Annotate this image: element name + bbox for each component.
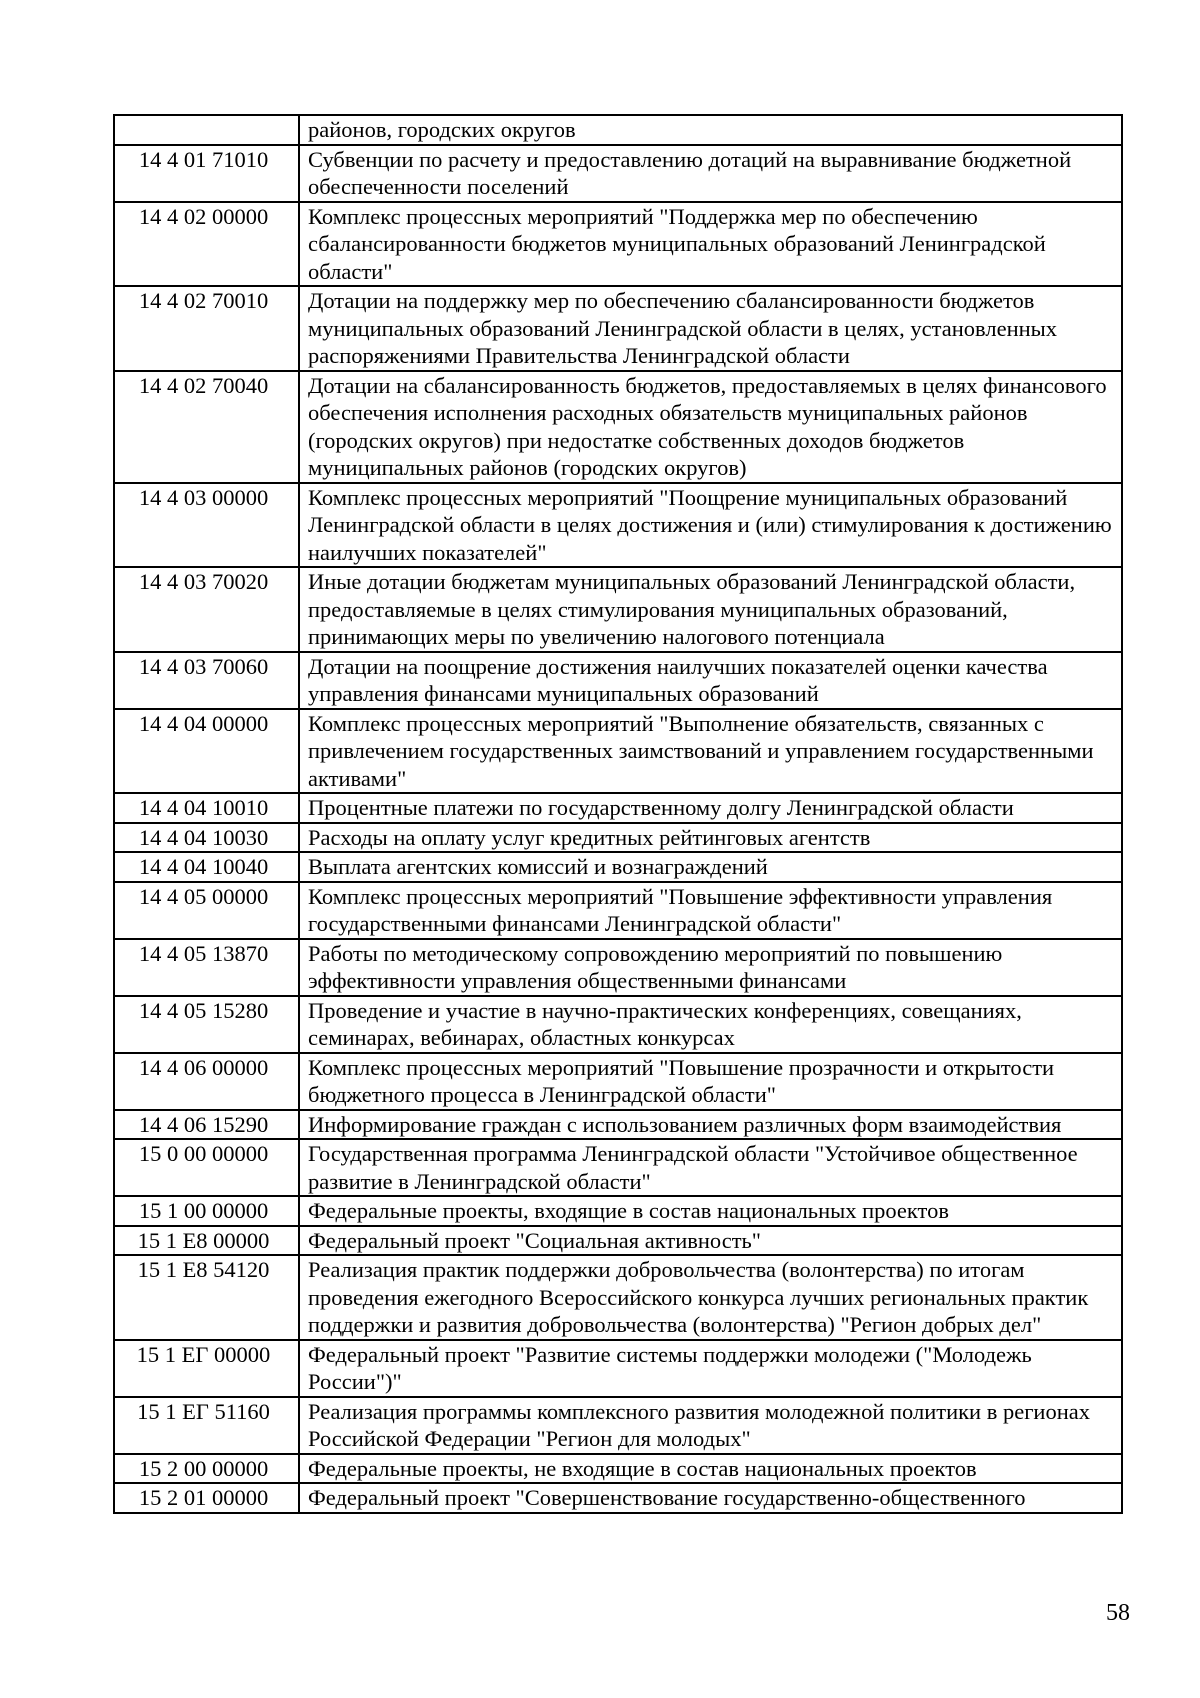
table-row (114, 1110, 1122, 1140)
table-row (114, 483, 1122, 568)
table-row (114, 709, 1122, 794)
row-code: 14 4 06 00000 (114, 1053, 299, 1110)
row-code: 15 0 00 00000 (114, 1139, 299, 1196)
row-code: 14 4 05 00000 (114, 882, 299, 939)
row-code: 14 4 03 70020 (114, 567, 299, 652)
row-code: 15 1 ЕГ 00000 (114, 1340, 299, 1397)
row-description: Федеральный проект "Развитие системы поддержки молодежи ("Молодежь России")" (299, 1340, 1122, 1397)
table-row (114, 145, 1122, 202)
row-description: Дотации на поощрение достижения наилучших показателей оценки качества управления финансами муниципальных образований (299, 652, 1122, 709)
row-description: Работы по методическому сопровождению мероприятий по повышению эффективности управления общественными финансами (299, 939, 1122, 996)
row-code: 14 4 05 13870 (114, 939, 299, 996)
row-code: 14 4 04 10010 (114, 793, 299, 823)
row-code: 15 1 E8 00000 (114, 1226, 299, 1256)
row-code: 14 4 06 15290 (114, 1110, 299, 1140)
table-row (114, 823, 1122, 853)
row-description: Дотации на сбалансированность бюджетов, предоставляемых в целях финансового обеспечения исполнения расходных обязательств муниципальных районов (городских округов) при недостатке собственных доходов бюджетов муниципальных районов (городских округов) (299, 371, 1122, 483)
row-description: Комплекс процессных мероприятий "Поддержка мер по обеспечению сбалансированности бюджетов муниципальных образований Ленинградской области" (299, 202, 1122, 287)
row-code: 14 4 05 15280 (114, 996, 299, 1053)
row-description: Государственная программа Ленинградской области "Устойчивое общественное развитие в Ленинградской области" (299, 1139, 1122, 1196)
table-body (114, 115, 1122, 1513)
row-code: 15 2 01 00000 (114, 1483, 299, 1513)
table-row (114, 652, 1122, 709)
row-description: Реализация программы комплексного развития молодежной политики в регионах Российской Федерации "Регион для молодых" (299, 1397, 1122, 1454)
row-code: 14 4 02 70010 (114, 286, 299, 371)
budget-codes-table (113, 114, 1123, 1514)
table-row (114, 1454, 1122, 1484)
row-description: Субвенции по расчету и предоставлению дотаций на выравнивание бюджетной обеспеченности поселений (299, 145, 1122, 202)
row-code: 14 4 04 10030 (114, 823, 299, 853)
table-row (114, 1226, 1122, 1256)
row-code: 14 4 03 70060 (114, 652, 299, 709)
table-row (114, 371, 1122, 483)
table-row (114, 115, 1122, 145)
row-code: 15 2 00 00000 (114, 1454, 299, 1484)
table-row (114, 286, 1122, 371)
row-code: 14 4 04 00000 (114, 709, 299, 794)
row-description: Выплата агентских комиссий и вознаграждений (299, 852, 1122, 882)
table-row (114, 1196, 1122, 1226)
row-description: Комплекс процессных мероприятий "Поощрение муниципальных образований Ленинградской области в целях достижения и (или) стимулирования к достижению наилучших показателей" (299, 483, 1122, 568)
row-description: Комплекс процессных мероприятий "Повышение эффективности управления государственными финансами Ленинградской области" (299, 882, 1122, 939)
table-row (114, 567, 1122, 652)
row-code: 14 4 01 71010 (114, 145, 299, 202)
table-row (114, 1255, 1122, 1340)
row-code: 14 4 02 70040 (114, 371, 299, 483)
table-row (114, 996, 1122, 1053)
row-description: Процентные платежи по государственному долгу Ленинградской области (299, 793, 1122, 823)
row-description: Федеральные проекты, не входящие в состав национальных проектов (299, 1454, 1122, 1484)
table-row (114, 202, 1122, 287)
row-description: районов, городских округов (299, 115, 1122, 145)
row-code: 15 1 E8 54120 (114, 1255, 299, 1340)
row-description: Федеральный проект "Социальная активность" (299, 1226, 1122, 1256)
table-row (114, 1397, 1122, 1454)
row-code: 15 1 00 00000 (114, 1196, 299, 1226)
table-row (114, 882, 1122, 939)
row-description: Проведение и участие в научно-практических конференциях, совещаниях, семинарах, вебинарах, областных конкурсах (299, 996, 1122, 1053)
row-description: Федеральный проект "Совершенствование государственно-общественного (299, 1483, 1122, 1513)
row-description: Реализация практик поддержки добровольчества (волонтерства) по итогам проведения ежегодного Всероссийского конкурса лучших региональных практик поддержки и развития добровольчества (волонтерства) "Регион добрых дел" (299, 1255, 1122, 1340)
table-row (114, 1139, 1122, 1196)
row-description: Комплекс процессных мероприятий "Повышение прозрачности и открытости бюджетного процесса в Ленинградской области" (299, 1053, 1122, 1110)
row-code: 15 1 ЕГ 51160 (114, 1397, 299, 1454)
row-description: Информирование граждан с использованием различных форм взаимодействия (299, 1110, 1122, 1140)
table-row (114, 939, 1122, 996)
row-code: 14 4 04 10040 (114, 852, 299, 882)
row-description: Федеральные проекты, входящие в состав национальных проектов (299, 1196, 1122, 1226)
table-row (114, 1340, 1122, 1397)
table-row (114, 793, 1122, 823)
table-row (114, 852, 1122, 882)
row-description: Расходы на оплату услуг кредитных рейтинговых агентств (299, 823, 1122, 853)
page-number: 58 (1106, 1600, 1130, 1626)
row-code: 14 4 02 00000 (114, 202, 299, 287)
row-description: Комплекс процессных мероприятий "Выполнение обязательств, связанных с привлечением государственных заимствований и управлением государственными активами" (299, 709, 1122, 794)
table-row (114, 1483, 1122, 1513)
row-code (114, 115, 299, 145)
row-description: Иные дотации бюджетам муниципальных образований Ленинградской области, предоставляемые в целях стимулирования муниципальных образований, принимающих меры по увеличению налогового потенциала (299, 567, 1122, 652)
row-description: Дотации на поддержку мер по обеспечению сбалансированности бюджетов муниципальных образований Ленинградской области в целях, установленных распоряжениями Правительства Ленинградской области (299, 286, 1122, 371)
table-row (114, 1053, 1122, 1110)
row-code: 14 4 03 00000 (114, 483, 299, 568)
